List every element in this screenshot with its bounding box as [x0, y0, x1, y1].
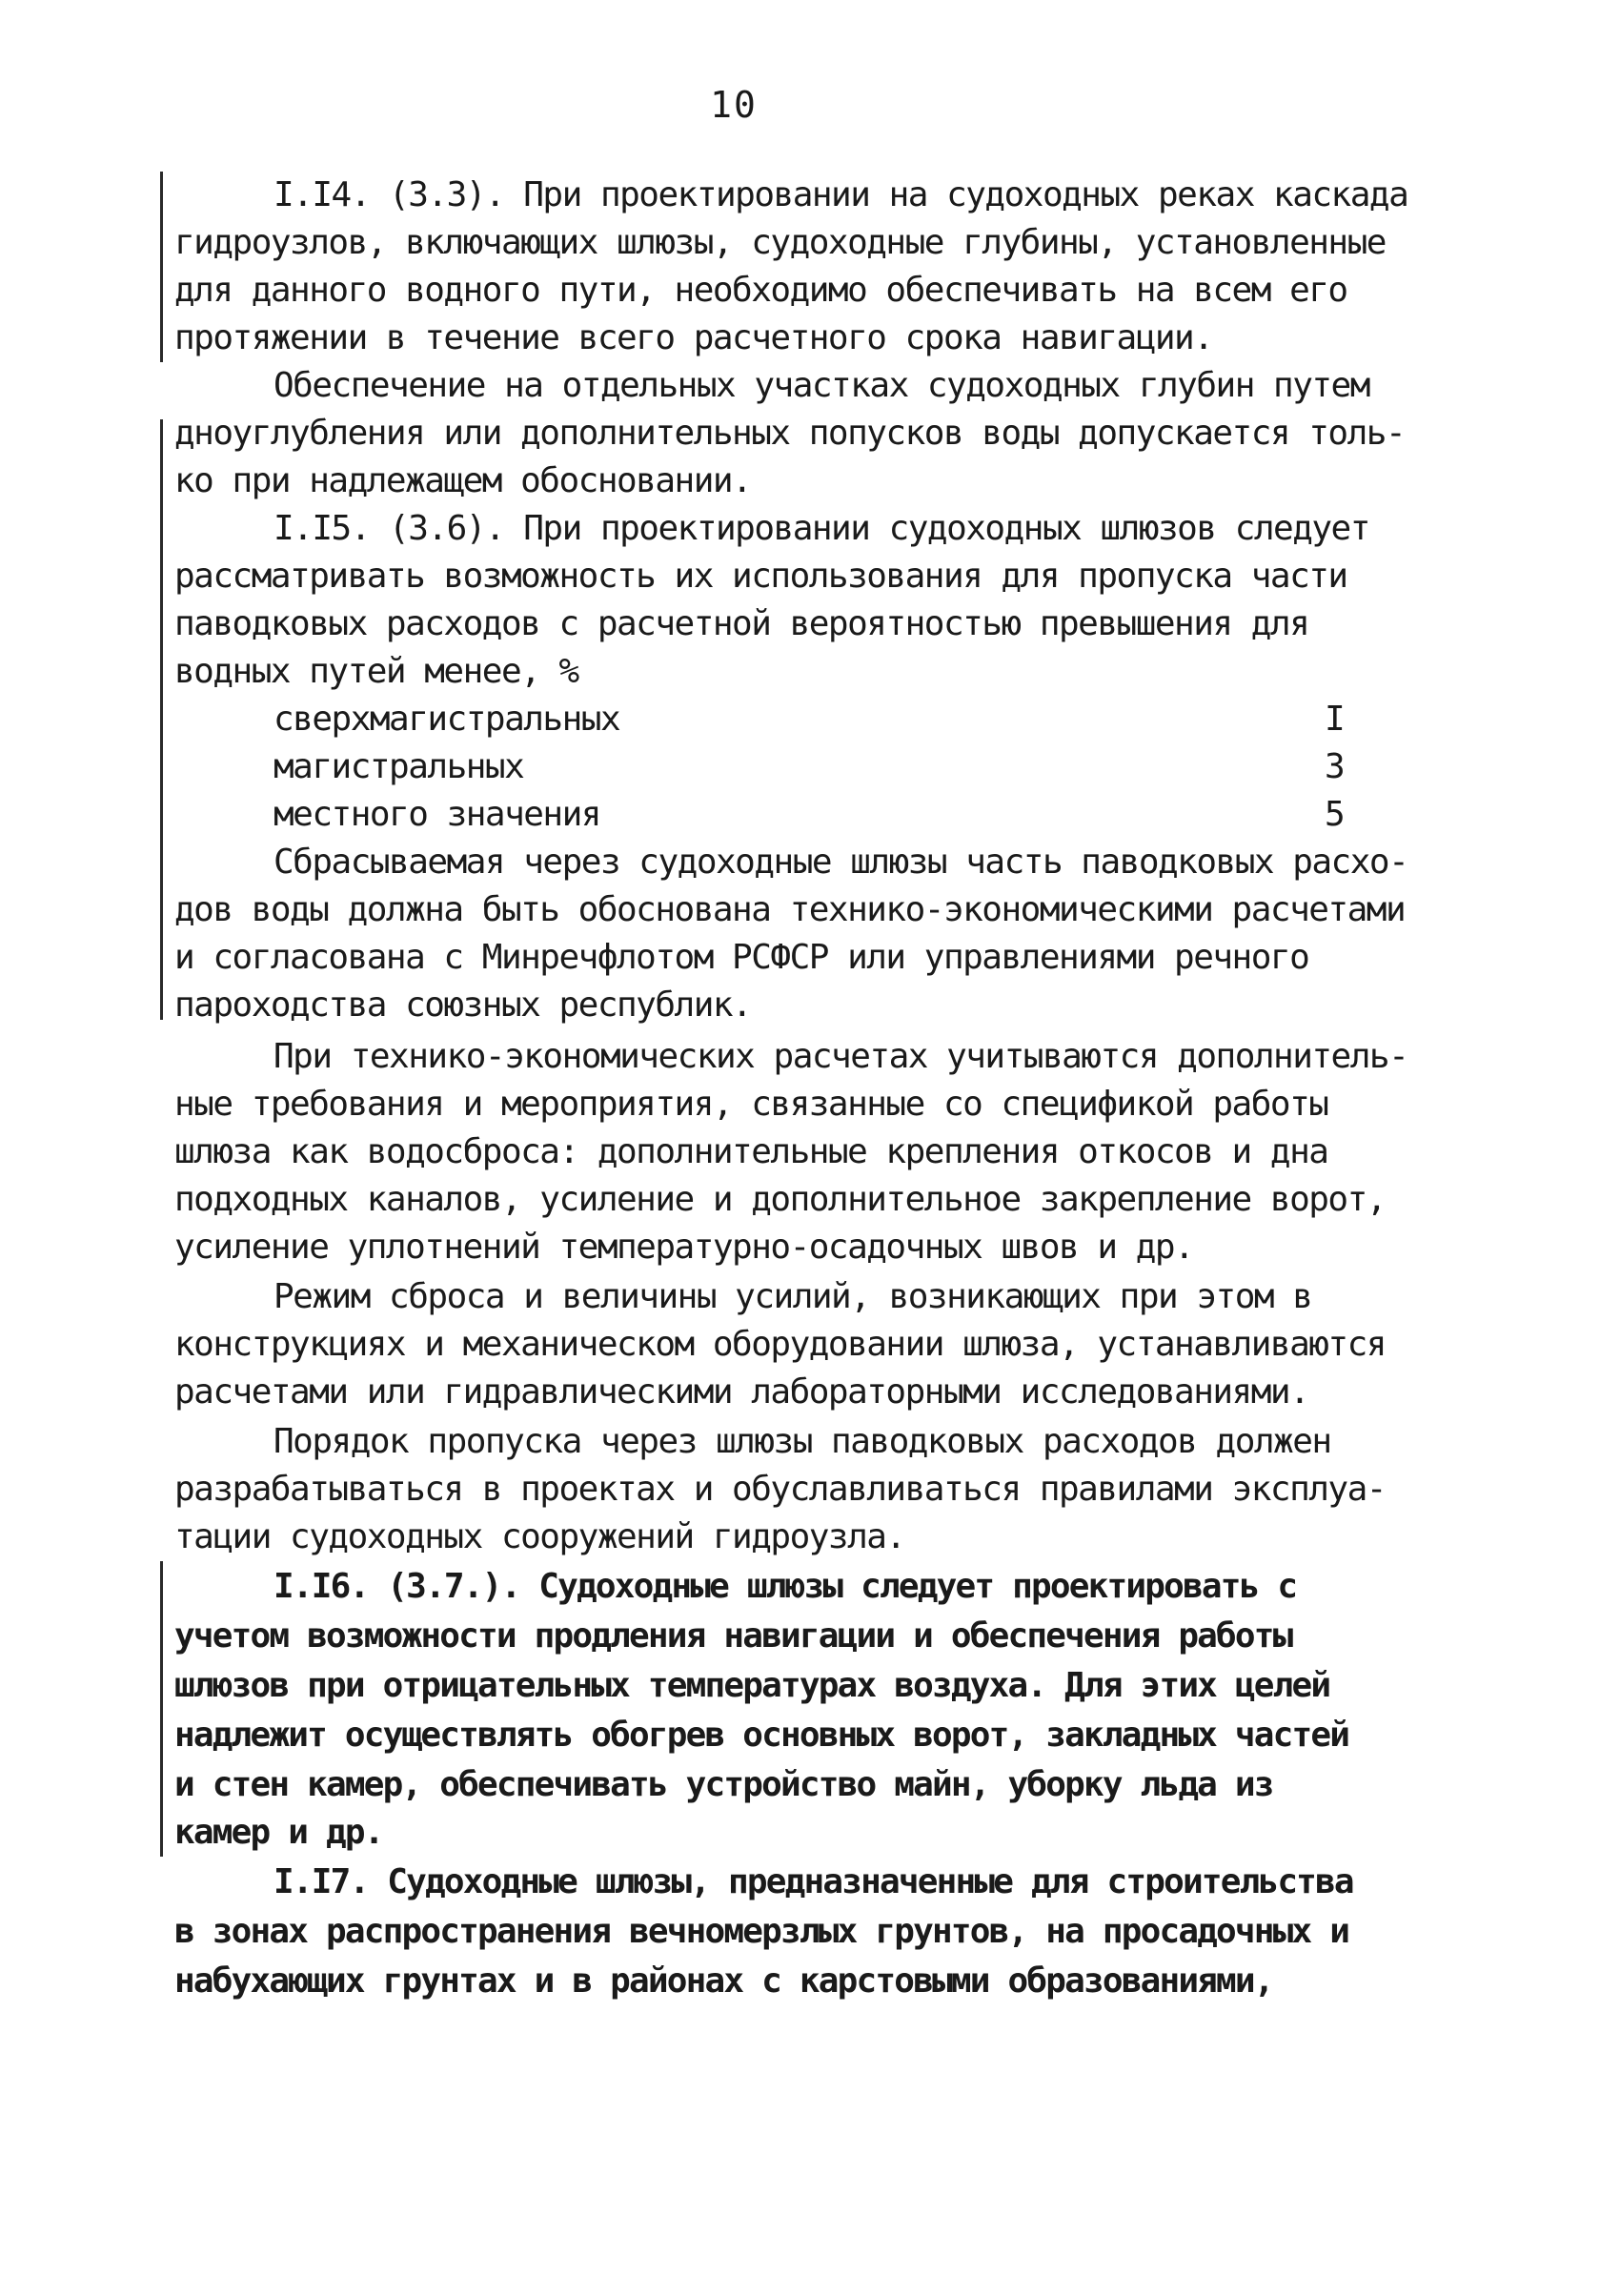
text-line: камер и др.	[174, 1813, 383, 1852]
text-line: дов воды должна быть обоснована технико-экономическими расчетами	[174, 890, 1406, 929]
page-number: 10	[710, 84, 758, 126]
text-line: протяжении в течение всего расчетного срока навигации.	[174, 318, 1213, 357]
text-line: I.I5. (3.6). При проектировании судоходных шлюзов следует	[273, 509, 1369, 548]
text-line: I.I4. (3.3). При проектировании на судоходных реках каскада	[273, 175, 1408, 214]
text-line: I.I6. (3.7.). Судоходные шлюзы следует проектировать с	[273, 1567, 1297, 1606]
list-item-value: I	[1325, 700, 1346, 739]
text-line: подходных каналов, усиление и дополнительное закрепление ворот,	[174, 1180, 1386, 1219]
list-item-label: местного значения	[273, 795, 600, 834]
text-line: водных путей менее, %	[174, 652, 578, 691]
text-line: в зонах распространения вечномерзлых грунтов, на просадочных и	[174, 1912, 1349, 1951]
text-line: учетом возможности продления навигации и обеспечения работы	[174, 1616, 1292, 1656]
text-line: усиление уплотнений температурно-осадочных швов и др.	[174, 1228, 1194, 1267]
text-line: шлюзов при отрицательных температурах воздуха. Для этих целей	[174, 1666, 1330, 1705]
text-line: тации судоходных сооружений гидроузла.	[174, 1517, 905, 1556]
text-line: набухающих грунтах и в районах с карстовыми образованиями,	[174, 1961, 1273, 2001]
text-line: I.I7. Судоходные шлюзы, предназначенные для строительства	[273, 1862, 1353, 1901]
text-line: Сбрасываемая через судоходные шлюзы часть паводковых расхо-	[273, 843, 1408, 882]
text-line: ко при надлежащем обосновании.	[174, 461, 752, 500]
margin-bar-2	[160, 419, 163, 1020]
text-line: паводковых расходов с расчетной вероятностью превышения для	[174, 604, 1309, 643]
margin-bar-3	[160, 1561, 163, 1857]
list-item-label: сверхмагистральных	[273, 700, 620, 739]
text-line: дноуглубления или дополнительных попусков воды допускается толь-	[174, 414, 1406, 453]
text-line: Режим сброса и величины усилий, возникающих при этом в	[273, 1277, 1312, 1316]
text-line: ные требования и мероприятия, связанные со спецификой работы	[174, 1085, 1328, 1124]
text-line: шлюза как водосброса: дополнительные крепления откосов и дна	[174, 1132, 1328, 1171]
text-line: расчетами или гидравлическими лабораторными исследованиями.	[174, 1372, 1309, 1412]
list-item-value: 3	[1325, 747, 1346, 786]
text-line: конструкциях и механическом оборудовании шлюза, устанавливаются	[174, 1325, 1386, 1364]
text-line: и согласована с Минречфлотом РСФСР или управлениями речного	[174, 938, 1309, 977]
text-line: и стен камер, обеспечивать устройство майн, уборку льда из	[174, 1765, 1273, 1804]
list-item-label: магистральных	[273, 747, 524, 786]
text-line: гидроузлов, включающих шлюзы, судоходные глубины, установленные	[174, 223, 1386, 262]
margin-bar-1	[160, 172, 163, 362]
text-line: При технико-экономических расчетах учитываются дополнитель-	[273, 1037, 1408, 1076]
text-line: рассматривать возможность их использования для пропуска части	[174, 557, 1347, 596]
text-line: надлежит осуществлять обогрев основных ворот, закладных частей	[174, 1716, 1349, 1755]
text-line: разрабатываться в проектах и обуславливаться правилами эксплуа-	[174, 1470, 1386, 1509]
text-line: для данного водного пути, необходимо обеспечивать на всем его	[174, 271, 1347, 310]
text-line: Обеспечение на отдельных участках судоходных глубин путем	[273, 366, 1369, 405]
list-item-value: 5	[1325, 795, 1346, 834]
text-line: Порядок пропуска через шлюзы паводковых расходов должен	[273, 1422, 1331, 1461]
text-line: пароходства союзных республик.	[174, 985, 752, 1025]
